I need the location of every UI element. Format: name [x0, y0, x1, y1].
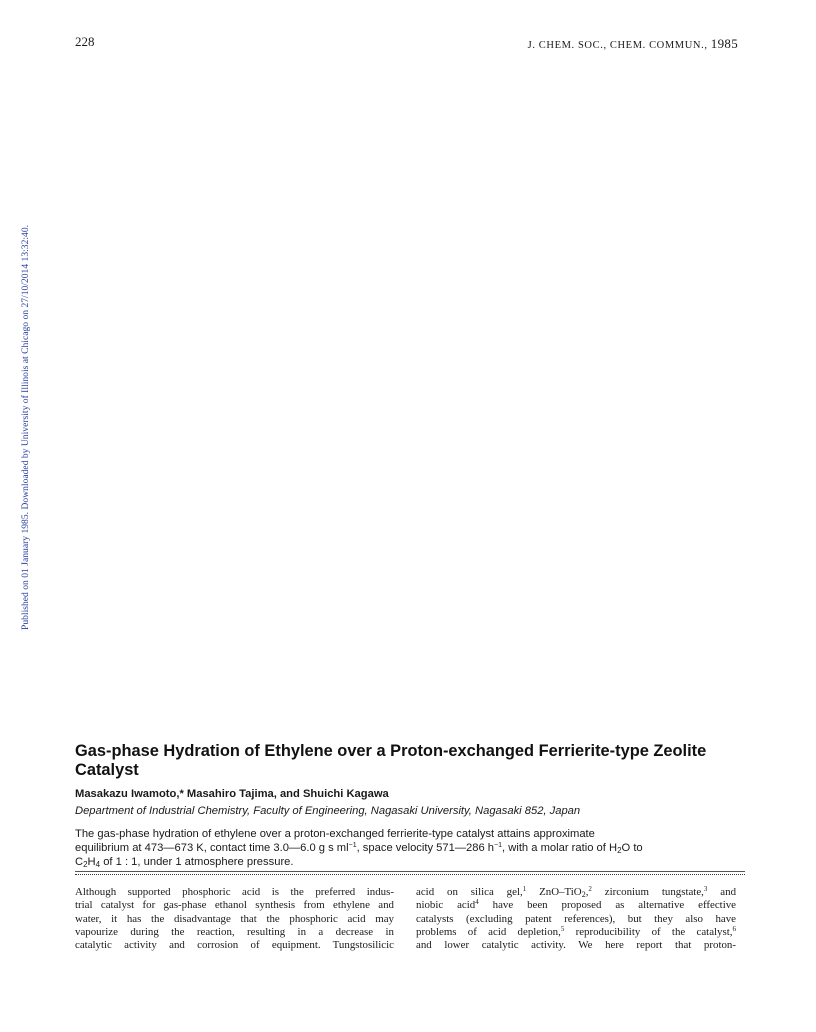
- citation-ref[interactable]: 2: [588, 885, 592, 893]
- citation-ref[interactable]: 1: [522, 885, 527, 893]
- citation-ref[interactable]: 6: [732, 924, 736, 933]
- article-affiliation: Department of Industrial Chemistry, Faculty of Engineering, Nagasaki University, Nagasaki 852, Japan: [75, 805, 581, 817]
- body-line: problems of acid depletion,$^5$ reproducibility of the catalyst,$^6$: [416, 924, 736, 938]
- body-line: water, it has the disadvantage that the phosphoric acid may: [75, 912, 394, 925]
- citation-ref[interactable]: 5: [560, 924, 565, 933]
- body-line: and lower catalytic activity. We here report that proton-: [416, 939, 736, 952]
- body-column-right: [416, 886, 736, 952]
- article-title: Gas-phase Hydration of Ethylene over a Proton-exchanged Ferrierite-type Zeolite Catalyst: [75, 742, 707, 779]
- download-info-link[interactable]: Downloaded by University of Illinois at Chicago on 27/10/2014 13:32:40.: [20, 224, 31, 510]
- journal-name: J. CHEM. SOC., CHEM. COMMUN.,: [527, 40, 708, 51]
- body-line: catalysts (excluding patent references), but they also have: [416, 912, 736, 925]
- body-line: catalytic activity and corrosion of equipment. Tungstosilicic: [75, 939, 394, 952]
- citation-ref[interactable]: 3: [703, 885, 708, 893]
- abstract-line: The gas-phase hydration of ethylene over a proton-exchanged ferrierite-type catalyst attains approximate: [75, 828, 595, 840]
- body-line: vapourize during the reaction, resulting in a decrease in: [75, 925, 394, 938]
- page-number: 228: [75, 34, 95, 49]
- running-head: [528, 36, 738, 52]
- body-line: acid on silica gel,$^1$ ZnO–TiO$_2$,$^2$ zirconium tungstate,$^3$ and: [416, 885, 737, 899]
- article-authors: Masakazu Iwamoto,* Masahiro Tajima, and Shuichi Kagawa: [75, 788, 389, 800]
- published-date-link[interactable]: Published on 01 January 1985.: [20, 511, 31, 630]
- abstract-line: $C_2H_4$ of 1 : 1, under 1 atmosphere pressure.: [75, 856, 294, 869]
- download-watermark[interactable]: [20, 225, 31, 630]
- body-line: Although supported phosphoric acid is the preferred indus-: [75, 886, 394, 898]
- body-column-left: [75, 886, 394, 952]
- article-abstract: [75, 827, 745, 869]
- abstract-divider-dotted: [75, 874, 745, 875]
- body-line: trial catalyst for gas-phase ethanol synthesis from ethylene and: [75, 899, 394, 912]
- journal-year: 1985: [710, 36, 738, 51]
- body-line: niobic acid$^4$ have been proposed as alternative effective: [416, 898, 736, 912]
- abstract-divider: [75, 871, 745, 872]
- citation-ref[interactable]: 4: [475, 898, 479, 907]
- abstract-line: equilibrium at 473—673 K, contact time 3.0—6.0 g s $ml^{-1}$, space velocity 571—286 $h^{-1}$, with a molar ratio of $H_2O$ to: [75, 842, 643, 855]
